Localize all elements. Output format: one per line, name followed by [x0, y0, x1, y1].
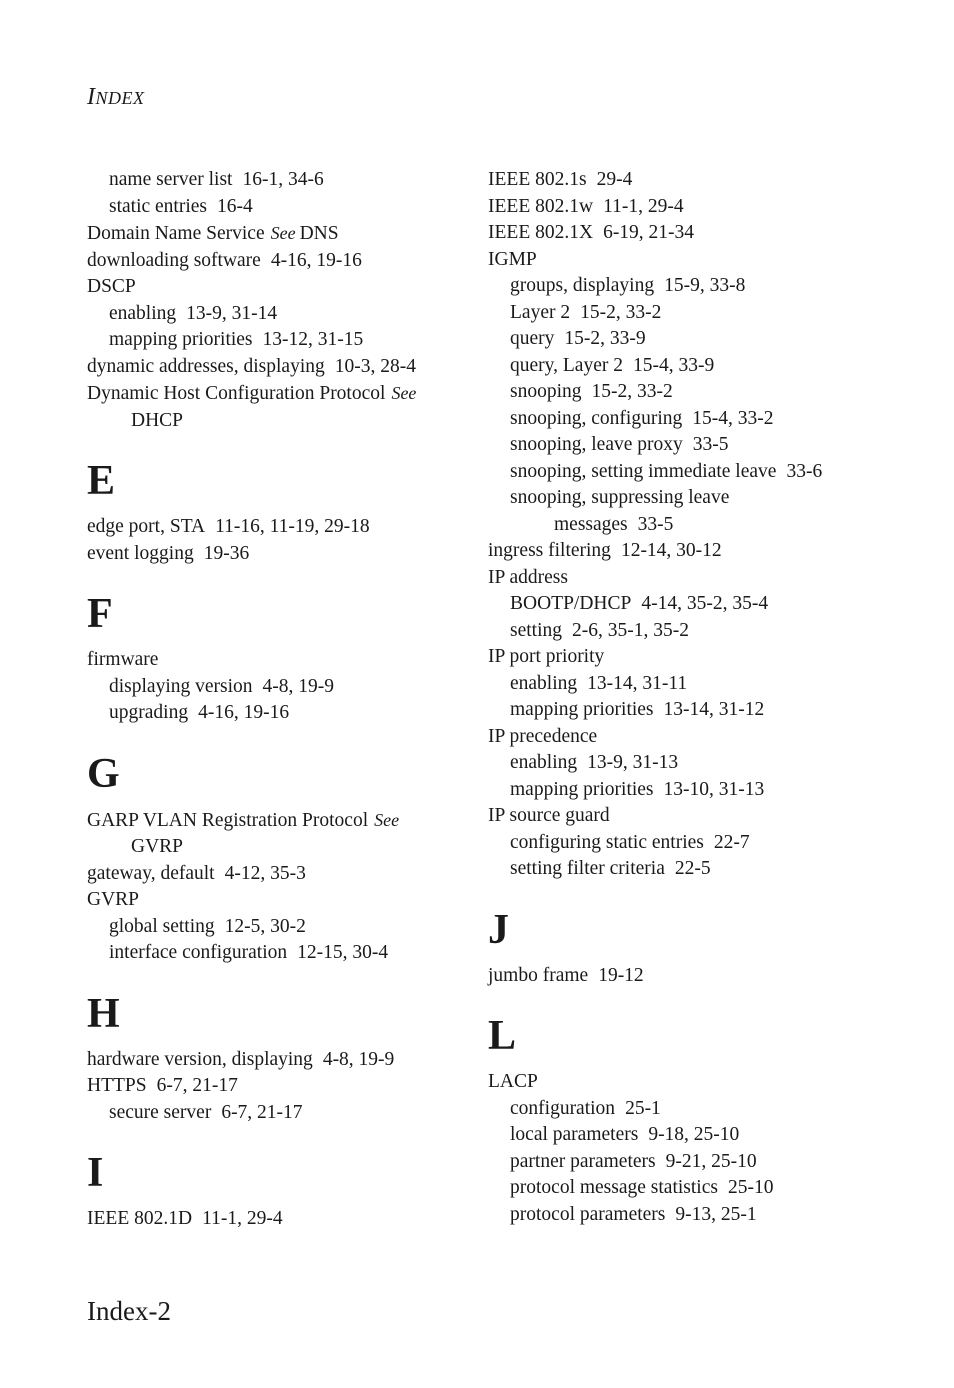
index-page-refs: 15-4, 33-9 [632, 354, 715, 376]
index-entry [87, 301, 467, 328]
index-term: mapping priorities [510, 699, 654, 720]
index-term: GVRP [131, 836, 184, 857]
index-entry [488, 300, 908, 327]
index-page-refs: 19-12 [598, 964, 644, 986]
index-entry [488, 194, 908, 221]
index-page-refs: 9-21, 25-10 [665, 1150, 757, 1172]
index-term: upgrading [109, 702, 189, 723]
index-term: snooping, setting immediate leave [510, 460, 777, 482]
index-entry-continuation [87, 408, 467, 435]
index-page-refs: 12-5, 30-2 [224, 915, 306, 937]
index-page-refs: 9-18, 25-10 [648, 1124, 740, 1145]
index-page-refs: 15-4, 33-2 [692, 407, 774, 429]
index-page-refs: 29-4 [596, 169, 633, 190]
index-term: Layer 2 [510, 301, 571, 323]
index-term: snooping, configuring [510, 407, 683, 429]
index-term: snooping, leave proxy [510, 434, 683, 455]
index-page-refs: 13-14, 31-12 [663, 699, 765, 720]
index-page-refs: 15-9, 33-8 [664, 275, 746, 296]
index-term: snooping, suppressing leave [510, 487, 730, 508]
index-term: query, Layer 2 [510, 354, 623, 376]
index-entry [488, 1202, 908, 1229]
running-head-cap: I [87, 84, 96, 110]
index-term: downloading software [87, 249, 261, 271]
index-term: jumbo frame [488, 964, 589, 986]
index-entry [488, 1175, 908, 1202]
index-entry [488, 406, 908, 433]
see-reference-label: See [270, 223, 296, 243]
index-page-refs: 33-5 [637, 513, 674, 535]
index-term: name server list [109, 169, 233, 190]
index-entry [488, 565, 908, 592]
index-entry [488, 326, 908, 353]
index-term: DHCP [131, 409, 184, 431]
index-term: configuring static entries [510, 831, 704, 853]
index-entry [488, 750, 908, 777]
index-entry [488, 459, 908, 486]
index-entry [87, 327, 467, 354]
index-page-refs: 16-4 [217, 195, 253, 217]
index-term: protocol message statistics [510, 1177, 718, 1198]
index-entry [87, 274, 467, 301]
index-page-refs: 11-1, 29-4 [603, 195, 684, 217]
index-entry [488, 724, 908, 751]
index-term: groups, displaying [510, 275, 655, 296]
index-entry [87, 861, 467, 888]
index-page-refs: 4-8, 19-9 [262, 675, 335, 697]
index-page-refs: 13-9, 31-13 [587, 752, 679, 773]
index-page-refs: 13-10, 31-13 [663, 778, 765, 800]
index-entry [488, 803, 908, 830]
running-head-rest: NDEX [95, 88, 145, 108]
index-column-left [87, 167, 467, 1233]
index-page-refs: 15-2, 33-2 [591, 381, 673, 402]
index-term: LACP [488, 1071, 538, 1092]
index-entry [87, 380, 467, 408]
index-entry [87, 1047, 467, 1074]
index-page-refs: 16-1, 34-6 [242, 169, 324, 190]
index-term: Dynamic Host Configuration Protocol [87, 383, 386, 404]
index-entry [488, 1122, 908, 1149]
index-page-refs: 13-12, 31-15 [262, 329, 364, 350]
index-entry [87, 514, 467, 541]
index-term: GVRP [87, 889, 140, 910]
page-number: Index-2 [87, 1296, 171, 1326]
index-term: mapping priorities [109, 329, 253, 350]
index-term: hardware version, displaying [87, 1048, 313, 1070]
index-page-refs: 4-16, 19-16 [198, 702, 290, 723]
section-letter: F [87, 591, 113, 637]
index-entry [488, 697, 908, 724]
index-term: gateway, default [87, 862, 215, 884]
index-page-refs: 19-36 [203, 542, 250, 564]
index-term: setting [510, 619, 562, 641]
index-entry [87, 354, 467, 381]
index-page-refs: 6-7, 21-17 [156, 1075, 238, 1096]
index-page-refs: 33-6 [786, 460, 823, 482]
index-term: displaying version [109, 675, 253, 697]
index-term: partner parameters [510, 1150, 656, 1172]
index-term: local parameters [510, 1124, 639, 1145]
index-page-refs: 12-14, 30-12 [620, 540, 722, 561]
index-term: IGMP [488, 248, 537, 270]
index-entry [87, 1206, 467, 1233]
index-term: enabling [109, 302, 177, 324]
index-entry [488, 1096, 908, 1123]
index-term: global setting [109, 915, 215, 937]
index-entry [488, 671, 908, 698]
index-entry [87, 248, 467, 275]
index-page-refs: 15-2, 33-9 [564, 328, 646, 349]
index-entry [488, 432, 908, 459]
index-entry [488, 856, 908, 883]
index-entry [488, 538, 908, 565]
index-entry [488, 220, 908, 247]
index-entry [87, 887, 467, 914]
index-entry [87, 194, 467, 221]
index-page-refs: 6-19, 21-34 [603, 222, 695, 243]
index-page-refs: 22-5 [674, 858, 711, 879]
index-term: setting filter criteria [510, 858, 665, 879]
index-term: IP precedence [488, 725, 598, 747]
index-entry [488, 1149, 908, 1176]
index-term: edge port, STA [87, 516, 206, 537]
index-term: static entries [109, 195, 208, 217]
index-column-right [488, 167, 908, 1228]
index-entry [87, 807, 467, 835]
index-entry [488, 379, 908, 406]
index-entry [87, 674, 467, 701]
index-page-refs: 6-7, 21-17 [221, 1101, 303, 1123]
index-entry [87, 220, 467, 248]
index-entry [488, 830, 908, 857]
index-entry [87, 700, 467, 727]
index-term: enabling [510, 752, 578, 773]
index-term: enabling [510, 672, 578, 694]
index-page-refs: 13-9, 31-14 [186, 302, 278, 324]
index-page-refs: 10-3, 28-4 [334, 355, 416, 377]
see-reference-label: See [391, 383, 417, 403]
section-letter: E [87, 458, 116, 504]
index-entry [488, 353, 908, 380]
index-entry [488, 591, 908, 618]
index-entry-continuation [87, 834, 467, 861]
index-entry [488, 247, 908, 274]
index-term: GARP VLAN Registration Protocol [87, 809, 369, 831]
index-page-refs: 13-14, 31-11 [587, 672, 688, 694]
index-term: dynamic addresses, displaying [87, 355, 325, 377]
section-letter: L [488, 1013, 517, 1059]
index-term: Domain Name Service [87, 223, 265, 244]
index-term: IEEE 802.1D [87, 1208, 193, 1229]
index-page-refs: 11-1, 29-4 [202, 1208, 283, 1229]
index-page-refs: 22-7 [713, 831, 750, 853]
index-entry [488, 1069, 908, 1096]
index-page-refs: 11-16, 11-19, 29-18 [215, 516, 370, 537]
index-page-refs: 15-2, 33-2 [580, 301, 662, 323]
index-entry [87, 541, 467, 568]
index-entry [87, 647, 467, 674]
index-page-refs: 12-15, 30-4 [297, 942, 389, 963]
index-term: HTTPS [87, 1075, 147, 1096]
see-reference-target: DNS [299, 223, 339, 244]
index-page-refs: 33-5 [692, 434, 729, 455]
index-entry [87, 1073, 467, 1100]
index-term: firmware [87, 649, 159, 670]
index-entry [87, 1100, 467, 1127]
see-reference-label: See [374, 809, 400, 830]
running-head [87, 84, 145, 111]
index-entry [488, 644, 908, 671]
index-term: interface configuration [109, 942, 288, 963]
index-entry [488, 485, 908, 512]
index-page-refs: 25-1 [625, 1097, 661, 1119]
index-page-refs: 4-12, 35-3 [224, 862, 306, 884]
index-entry [488, 167, 908, 194]
index-term: ingress filtering [488, 540, 611, 561]
index-entry [488, 618, 908, 645]
index-entry [87, 914, 467, 941]
index-page-refs: 9-13, 25-1 [675, 1203, 757, 1225]
index-entry [87, 167, 467, 194]
index-term: snooping [510, 381, 582, 402]
index-entry [488, 512, 908, 539]
index-term: IP address [488, 566, 568, 588]
section-letter: H [87, 990, 120, 1037]
index-entry [488, 273, 908, 300]
index-term: BOOTP/DHCP [510, 593, 632, 614]
index-page-refs: 25-10 [727, 1177, 774, 1198]
section-letter: J [488, 906, 509, 953]
index-term: messages [554, 513, 628, 535]
index-term: IEEE 802.1w [488, 195, 594, 217]
index-term: event logging [87, 542, 194, 564]
index-entry [87, 940, 467, 967]
index-term: DSCP [87, 276, 136, 297]
index-term: protocol parameters [510, 1203, 666, 1225]
index-term: secure server [109, 1101, 212, 1123]
index-term: IP source guard [488, 805, 610, 826]
index-page-refs: 4-16, 19-16 [270, 249, 362, 271]
index-page-refs: 2-6, 35-1, 35-2 [572, 619, 689, 641]
index-term: query [510, 328, 555, 349]
index-term: IP port priority [488, 646, 605, 667]
section-letter: I [87, 1150, 104, 1196]
index-page-refs: 4-8, 19-9 [322, 1048, 395, 1070]
index-term: configuration [510, 1097, 616, 1119]
index-entry [488, 777, 908, 804]
index-page-refs: 4-14, 35-2, 35-4 [641, 593, 769, 614]
index-term: mapping priorities [510, 778, 654, 800]
index-entry [488, 963, 908, 990]
section-letter: G [87, 750, 120, 797]
index-term: IEEE 802.1s [488, 169, 587, 190]
index-term: IEEE 802.1X [488, 222, 594, 243]
